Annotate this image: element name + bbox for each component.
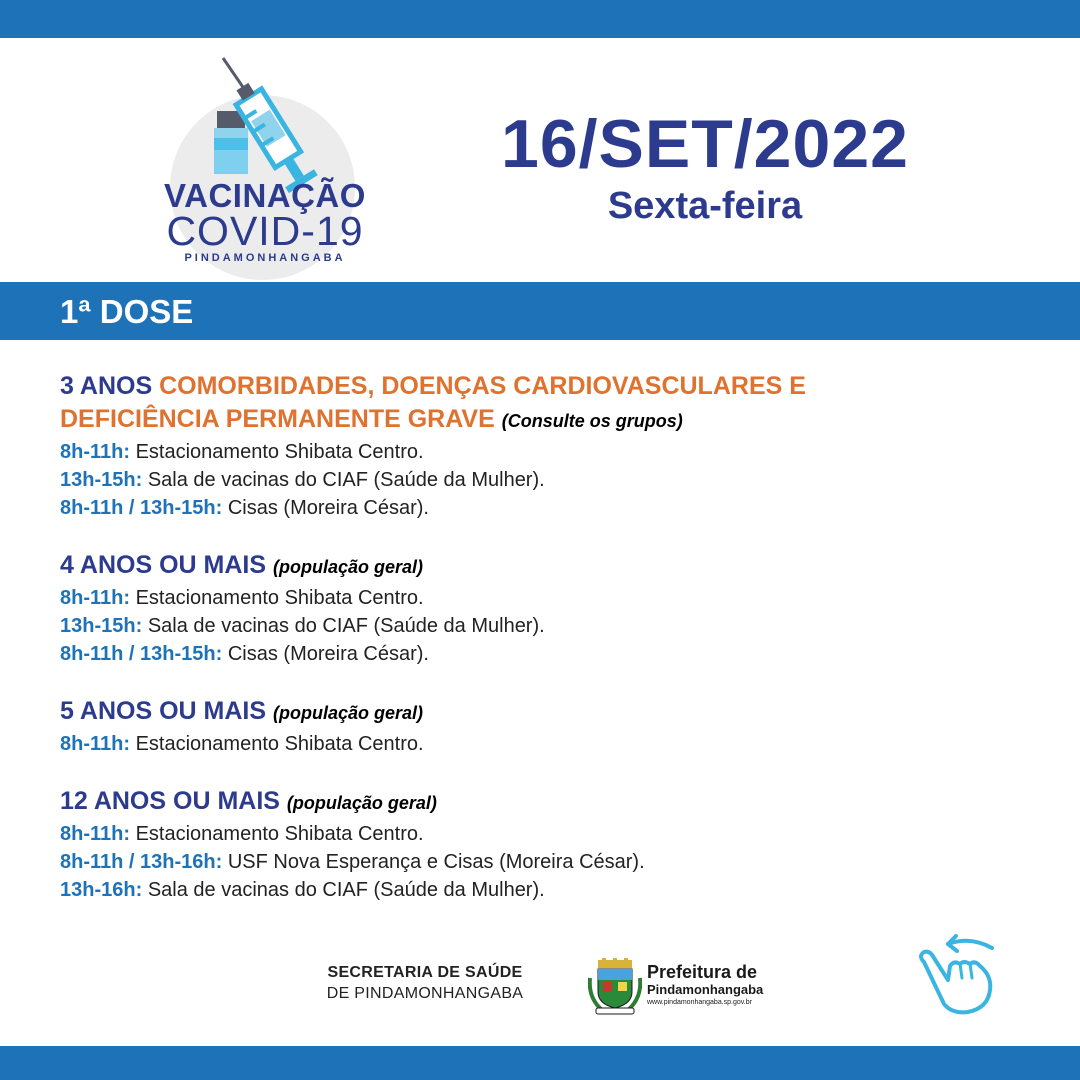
schedule-place: Estacionamento Shibata Centro.	[135, 441, 424, 463]
group-title: 12 ANOS OU MAIS	[60, 787, 280, 815]
prefeitura-site: www.pindamonhangaba.sp.gov.br	[647, 999, 752, 1006]
group-note: (população geral)	[273, 557, 424, 577]
group-12-anos	[60, 785, 1060, 904]
schedule-place: USF Nova Esperança e Cisas (Moreira César).	[227, 851, 645, 873]
dose-label: 1ª DOSE	[60, 293, 194, 330]
group-note: (população geral)	[273, 703, 424, 723]
schedule-time: 8h-11h / 13h-15h:	[60, 643, 223, 665]
group-3-anos	[60, 370, 1060, 522]
schedule-place: Sala de vacinas do CIAF (Saúde da Mulher).	[147, 879, 545, 901]
logo-title: VACINAÇÃO	[164, 177, 366, 214]
schedule-time: 8h-11h:	[60, 733, 131, 755]
group-note: (população geral)	[286, 793, 437, 813]
schedule-row	[60, 466, 1060, 494]
schedule-place: Sala de vacinas do CIAF (Saúde da Mulher).	[147, 469, 545, 491]
logo-subtitle: COVID-19	[166, 208, 364, 254]
schedule-row	[60, 494, 1060, 522]
schedule-row	[60, 730, 1060, 758]
top-bar	[0, 0, 1080, 38]
vacinacao-logo	[155, 55, 375, 270]
city-crest-icon	[588, 958, 642, 1016]
schedule-time: 8h-11h:	[60, 587, 131, 609]
weekday-heading: Sexta-feira	[607, 185, 803, 227]
schedule-place: Cisas (Moreira César).	[227, 643, 429, 665]
group-heading	[60, 695, 1060, 730]
dose-banner	[0, 282, 1080, 340]
schedule-place: Sala de vacinas do CIAF (Saúde da Mulher).	[147, 615, 545, 637]
schedule-row	[60, 820, 1060, 848]
schedule-time: 8h-11h / 13h-15h:	[60, 497, 223, 519]
group-title-highlight: DEFICIÊNCIA PERMANENTE GRAVE	[60, 405, 495, 433]
schedule-list	[60, 370, 1060, 931]
bottom-bar	[0, 1046, 1080, 1080]
group-heading	[60, 370, 1060, 438]
schedule-time: 8h-11h:	[60, 823, 131, 845]
group-title: 4 ANOS OU MAIS	[60, 551, 267, 579]
schedule-place: Estacionamento Shibata Centro.	[135, 733, 424, 755]
group-title: 5 ANOS OU MAIS	[60, 697, 267, 725]
prefeitura-line1: Prefeitura de	[647, 962, 758, 982]
secretaria-logo	[300, 964, 550, 1003]
schedule-time: 8h-11h:	[60, 441, 131, 463]
schedule-row	[60, 848, 1060, 876]
group-title-highlight: COMORBIDADES, DOENÇAS CARDIOVASCULARES E	[159, 372, 806, 400]
schedule-place: Estacionamento Shibata Centro.	[135, 823, 424, 845]
prefeitura-logo	[588, 958, 788, 1018]
schedule-row	[60, 438, 1060, 466]
schedule-row	[60, 612, 1060, 640]
schedule-time: 8h-11h / 13h-16h:	[60, 851, 223, 873]
secretaria-line2: DE PINDAMONHANGABA	[326, 985, 524, 1002]
schedule-row	[60, 584, 1060, 612]
vaccine-syringe-icon	[155, 55, 375, 195]
logo-city: PINDAMONHANGABA	[184, 252, 346, 264]
schedule-row	[60, 640, 1060, 668]
date-heading: 16/SET/2022	[501, 106, 909, 182]
prefeitura-line2: Pindamonhangaba	[647, 982, 764, 997]
schedule-place: Cisas (Moreira César).	[227, 497, 429, 519]
group-heading	[60, 785, 1060, 820]
schedule-time: 13h-16h:	[60, 879, 143, 901]
group-heading	[60, 549, 1060, 584]
swipe-hand-icon[interactable]	[912, 932, 998, 1016]
group-note: (Consulte os grupos)	[501, 411, 683, 431]
group-5-anos	[60, 695, 1060, 758]
schedule-time: 13h-15h:	[60, 469, 143, 491]
schedule-row	[60, 876, 1060, 904]
secretaria-line1: SECRETARIA DE SAÚDE	[327, 964, 523, 981]
schedule-place: Estacionamento Shibata Centro.	[135, 587, 424, 609]
group-4-anos	[60, 549, 1060, 668]
group-title: 3 ANOS	[60, 372, 160, 400]
schedule-time: 13h-15h:	[60, 615, 143, 637]
